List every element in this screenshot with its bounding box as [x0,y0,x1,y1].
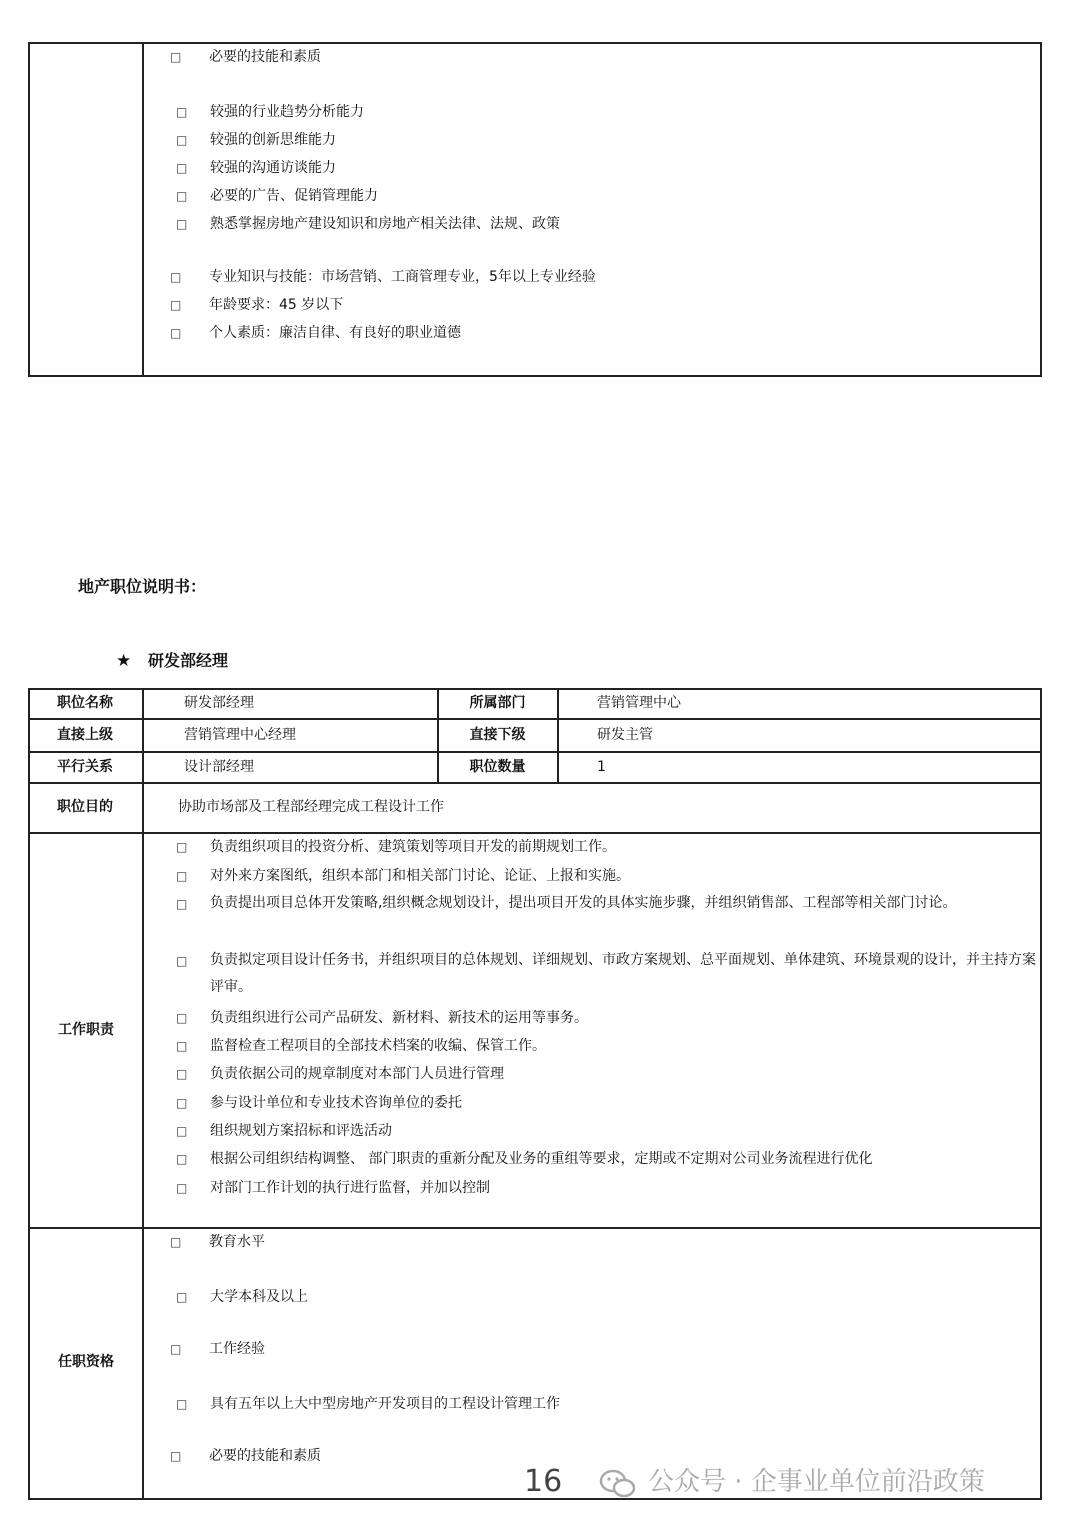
row-divider [28,782,1042,784]
bullet-icon: □ [176,840,188,854]
label-headcount: 职位数量 [469,759,526,775]
duty-item: 对外来方案图纸，组织本部门和相关部门讨论、论证、上报和实施。 [210,868,630,884]
row-divider [28,751,1042,753]
top-item: 较强的行业趋势分析能力 [210,104,364,120]
value-direct-superior: 营销管理中心经理 [184,727,296,743]
bullet-icon: □ [176,1181,188,1195]
bullet-icon: □ [176,1397,188,1411]
duty-item: 组织规划方案招标和评选活动 [210,1123,392,1139]
star-icon: ★ [116,651,132,671]
duty-item: 负责提出项目总体开发策略,组织概念规划设计，提出项目开发的具体实施步骤，并组织销售部、工程部等相关部门讨论。 [210,895,957,911]
bullet-icon: □ [176,1152,188,1166]
top-item: 熟悉掌握房地产建设知识和房地产相关法律、法规、政策 [210,216,560,232]
top-item: 较强的沟通访谈能力 [210,160,336,176]
qualification-item: 大学本科及以上 [210,1289,308,1305]
qualification-item: 教育水平 [209,1234,265,1250]
bullet-icon: □ [176,1290,188,1304]
duty-item: 对部门工作计划的执行进行监督，并加以控制 [210,1180,490,1196]
bullet-icon: □ [176,897,188,911]
bullet-icon: □ [176,217,188,231]
label-col-divider [142,688,144,1500]
label-department: 所属部门 [469,695,526,711]
label-direct-superior: 直接上级 [57,727,113,743]
bullet-icon: □ [176,189,188,203]
duty-item: 监督检查工程项目的全部技术档案的收编、保管工作。 [210,1038,546,1054]
label-parallel-relation: 平行关系 [57,759,113,775]
top-item: 必要的广告、促销管理能力 [210,188,378,204]
qualification-item: 工作经验 [209,1341,265,1357]
bullet-icon: □ [176,133,188,147]
bullet-icon: □ [176,869,188,883]
value-parallel-relation: 设计部经理 [184,759,254,775]
bullet-icon: □ [176,1096,188,1110]
row-divider [28,832,1042,834]
duty-item: 负责组织进行公司产品研发、新材料、新技术的运用等事务。 [210,1010,588,1026]
top-table-divider [142,42,144,377]
duty-item: 参与设计单位和专业技术咨询单位的委托 [210,1095,462,1111]
value-purpose: 协助市场部及工程部经理完成工程设计工作 [178,799,444,815]
bullet-icon: □ [176,1039,188,1053]
top-item: 必要的技能和素质 [209,49,321,65]
duty-item: 根据公司组织结构调整、 部门职责的重新分配及业务的重组等要求，定期或不定期对公司业务流程进行优化 [210,1151,873,1167]
row-divider [28,1227,1042,1229]
value-direct-subordinate: 研发主管 [597,727,653,743]
label-qualifications: 任职资格 [58,1354,114,1370]
top-item: 较强的创新思维能力 [210,132,336,148]
bullet-icon: □ [170,1449,182,1463]
bullet-icon: □ [170,270,182,284]
duty-item: 负责拟定项目设计任务书，并组织项目的总体规划、详细规划、市政方案规划、总平面规划、单体建筑、环境景观的设计，并主持方案评审。 [210,952,1036,995]
value-headcount: 1 [597,759,606,775]
bullet-icon: □ [170,1342,182,1356]
bullet-icon: □ [170,298,182,312]
top-item: 年龄要求：45 岁以下 [209,297,344,313]
qualification-item: 具有五年以上大中型房地产开发项目的工程设计管理工作 [210,1396,560,1412]
top-item: 个人素质：廉洁自律、有良好的职业道德 [209,325,461,341]
bullet-icon: □ [176,105,188,119]
col-divider [557,688,559,783]
bullet-icon: □ [176,1011,188,1025]
bullet-icon: □ [170,326,182,340]
page-number: 16 [524,1464,563,1499]
job-title: 研发部经理 [148,651,229,670]
label-direct-subordinate: 直接下级 [469,727,526,743]
value-position-name: 研发部经理 [184,695,254,711]
label-position-name: 职位名称 [57,695,113,711]
row-divider [28,718,1042,720]
section-title: 地产职位说明书： [78,577,207,596]
watermark: 公众号 · 企事业单位前沿政策 [648,1467,985,1497]
bullet-icon: □ [176,1067,188,1081]
qualification-item: 必要的技能和素质 [209,1448,321,1464]
bullet-icon: □ [176,954,188,968]
bullet-icon: □ [176,1124,188,1138]
duty-item: 负责组织项目的投资分析、建筑策划等项目开发的前期规划工作。 [210,839,616,855]
label-duties: 工作职责 [58,1022,114,1038]
value-department: 营销管理中心 [597,695,681,711]
label-purpose: 职位目的 [57,799,113,815]
bullet-icon: □ [170,50,182,64]
bullet-icon: □ [176,161,188,175]
top-item: 专业知识与技能：市场营销、工商管理专业，5年以上专业经验 [209,269,596,285]
wechat-icon [598,1468,638,1500]
bullet-icon: □ [170,1235,182,1249]
duty-item: 负责依据公司的规章制度对本部门人员进行管理 [210,1066,504,1082]
